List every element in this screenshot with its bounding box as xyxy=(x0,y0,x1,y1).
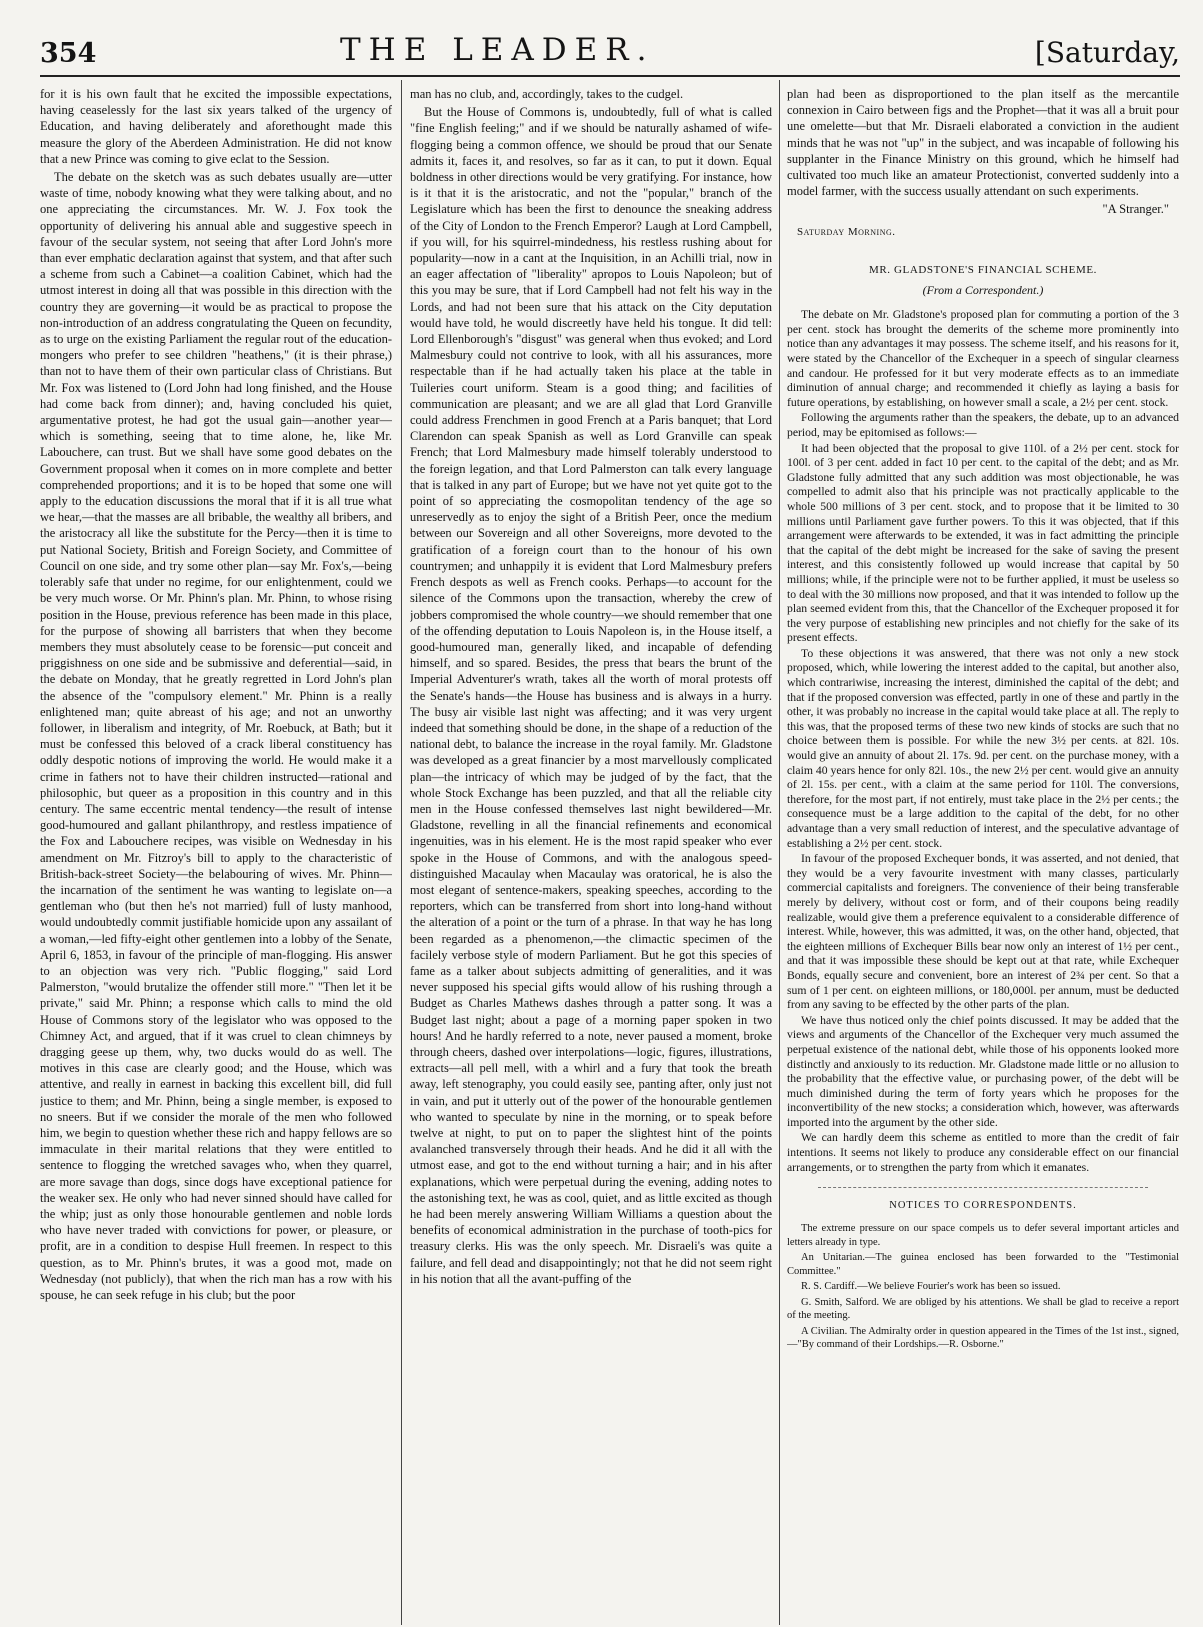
paragraph: The debate on Mr. Gladstone's proposed plan for commuting a portion of the 3 per cent. stock has brought the demerits of the scheme more prominently into notice than any advantages it may possess. The scheme itself, and his reasons for it, were stated by the Chancellor of the Exchequer in a speech of singular clearness and candour. He professed for it but very moderate effects as to an immediate diminution of annual charge; and recommended it chiefly as laying a basis for future operations, by establishing, on however small a scale, a 2½ per cent. stock. xyxy=(787,308,1179,409)
notices-title: NOTICES TO CORRESPONDENTS. xyxy=(889,1200,1077,1212)
masthead: THE LEADER. xyxy=(340,32,655,68)
column-1 xyxy=(40,86,392,1626)
paragraph: plan had been as disproportioned to the plan itself as the mercantile connexion in Cairo between figs and the Prophet—that it was all a bruit pour une omelette—but that Mr. Disraeli elaborated a conviction in the audient minds that he was not "up" in the subject, and was incapable of following his supplanter in the Finance Ministry on this ground, which he himself had cultivated too much like an amateur Protectionist, converted suddenly into a model farmer, with the success usually attendant on such experiments. xyxy=(787,87,1179,199)
section-divider xyxy=(818,1187,1148,1188)
page-header xyxy=(40,28,1180,74)
signature: "A Stranger." xyxy=(1102,202,1169,217)
notice: An Unitarian.—The guinea enclosed has been forwarded to the "Testimonial Committee." xyxy=(787,1252,1179,1277)
column-divider xyxy=(401,80,402,1625)
paragraph: We can hardly deem this scheme as entitled to more than the credit of fair intentions. It seems not likely to produce any considerable effect on our financial arrangements, or to strengthen the party from which it emanates. xyxy=(787,1131,1179,1174)
dateline: Saturday Morning. xyxy=(797,225,896,238)
notice: A Civilian. The Admiralty order in question appeared in the Times of the 1st inst., signed,—"By command of their Lordships.—R. Osborne." xyxy=(787,1325,1179,1351)
notice: The extreme pressure on our space compels us to defer several important articles and letters already in type. xyxy=(787,1223,1179,1248)
column-2 xyxy=(410,86,772,1626)
paragraph: It had been objected that the proposal to give 110l. of a 2½ per cent. stock for 100l. of 3 per cent. added in fact 10 per cent. to the capital of the debt; and as Mr. Gladstone fully admitted that any such addition was most objectionable, he was compelled to admit also that his principle was not practically applicable to the whole 500 millions of 3 per cent. stock, and to propose that it be limited to 30 millions until Parliament gave further powers. To this it was objected, that if this arrangement were afterwards to be extended, it was in fact admitting the principle that the capital of the debt might be increased for the sake of saving the present interest, and this consistently followed up would increase that capital by 50 millions; while, if the principle were not to be further applied, it must be useless so to deal with the 30 millions now proposed, and that it was intended to follow up the plan seemed evident from this, that the Chancellor of the Exchequer proposed it for the very purpose of establishing new principles and not chiefly for the sake of its present effects. xyxy=(787,441,1179,645)
paragraph: In favour of the proposed Exchequer bonds, it was asserted, and not denied, that they would be a very favourite investment with many classes, particularly commercial capitalists and foreigners. The convenience of their being transferable merely by delivery, without cost or form, and of their coupons being readily realizable, would give them a preference equivalent to a considerable difference of interest. While, however, this was admitted, it was, on the other hand, objected, that the eighteen millions of Exchequer Bills bear now only an interest of 1½ per cent., and that it was impossible these should be kept out at that rate, while Exchequer Bonds, equally secure and convenient, bore an interest of 2¾ per cent. So that a sum of 1 per cent. on eighteen millions, or 180,000l. per annum, must be deducted from any saving to be effected by the other parts of the plan. xyxy=(787,852,1179,1012)
paragraph: But the House of Commons is, undoubtedly, full of what is called "fine English feeling;" and if we should be naturally ashamed of wife-flogging being a common offence, we should be proud that our Senate admits it, faces it, and resolves, so far as it can, to put it down. Equal boldness in other directions would be very gratifying. For instance, how is it that it is the aristocratic, and not the "popular," branch of the Legislature which has been the first to denounce the sneaking address of the City of London to the French Emperor? Laugh at Lord Campbell, if you will, for his squirrel-mindedness, his restless rushing about for popularity—now in a cant at the Inquisition, in an Achilli trial, now in an eager affectation of "liberality" apropos to Louis Napoleon; but of this you may be sure, that if Lord Campbell had not felt his way in the Lords, and had not been sure that his attack on the City deputation would have told, he would discreetly have held his tongue. It did tell: Lord Ellenborough's "disgust" was general when thus evoked; and Lord Malmesbury could not contrive to look, with all his assurances, more respectable than if he had actually taken his place at the table in Tuileries court uniform. Steam is a good thing; and facilities of communication are pleasant; and we are all glad that Lord Granville could address Frenchmen in good French at a Paris banquet; that Lord Clarendon can speak Spanish as well as Lord Granville can speak French; that Lord Malmesbury made himself tolerably understood to the foreign legation, and that Lord Palmerston can talk every language that is talked in any part of Europe; but we have not yet quite got to the point of so appreciating the cosmopolitan tendency of the age so unreservedly as to enjoy the sight of a British Peer, once the medium between our Sovereign and all other Sovereigns, more devoted to the gratification of a foreign court than to the honour of his own countrymen; and unhappily it is evident that Lord Malmesbury prefers French despots as well as French cooks. Perhaps—to account for the silence of the Commons upon the transaction, whereby the crew of jobbers compromised the whole country—we should remember that one of the offending deputation to Louis Napoleon is, in the House itself, a good-humoured man, generally liked, and incapable of defending himself, and so spared. Besides, the press that bears the brunt of the Imperial Adventurer's wrath, takes all the worth of moral protests off the Senate's hands—the House has business and is always in a hurry. The busy air visible last night was affecting; and it was very urgent indeed that something should be done, in the shape of a reduction of the national debt, to balance the increase in the royal family. Mr. Gladstone was developed as a great financier by a most marvellously complicated plan—the intricacy of which may be judged of by the fact, that the whole Stock Exchange has been puzzled, and that all the reliable city men in the House confessed themselves last night bewildered—Mr. Gladstone, revelling in all the financial refinements and economical ingenuities, was in his element. He is the most rapid speaker who ever spoke in the House of Commons, and with the analogous speed-distinguished Macaulay when Macaulay was oratorical, he is also the most elegant of sentence-makers, speaking speeches, according to the reporters, which can be transferred from short into long-hand without the alteration of a point or the turn of a phrase. In that way he has long been regarded as a phenomenon,—the climactic specimen of the facilely verbose style of modern Parliament. But he got this species of fame as a talker about subjects admitting of generalities, and it was never supposed his special gifts would allow of his rushing through a Budget as Charles Mathews dashes through a patter song. It was a Budget last night; about a page of a morning paper spoken in two hours! And he hardly referred to a note, never paused a moment, broke through cheers, dashed over interpolations—logic, figures, illustrations, extracts—all pell mell, with a whirl and a fury that took the breath away, left stenography, you could easily see, panting after, only just not in vain, and put it utterly out of the power of the honourable gentlemen who wanted to speculate by nine in the morning, or to speak before twelve at night, to put on to paper the slightest hint of the points avalanched transversely through their heads. And he did it all with the utmost ease, and got to the end without turning a hair; and in his after explanations, which were perpetual during the evening, adding notes to the astonishing text, he was as cool, quiet, and as little excited as though he had been merely answering William Williams a question about the benefits of economical administration in the purchase of tooth-pics for treasury clerks. His was the only speech. Mr. Disraeli's was quite a failure, and fell dead and disappointingly; not that he did not seem right in his notion that all the avant-puffing of the xyxy=(410,105,772,1286)
page-number: 354 xyxy=(40,38,97,69)
paragraph: To these objections it was answered, that there was not only a new stock proposed, which, while lowering the interest added to the capital, but another also, which contrariwise, increasing the interest, diminished the capital of the debt; and that if the proposed conversion was effected, partly in one of these and partly in the other, it was probably no increase in the capital would take place at all. The reply to this was, that the proposed terms of these two new kinds of stocks are such that no choice between them is possible. For while the new 3½ per cents. at 82l. 10s. would give an annuity of about 2l. 17s. 9d. per cent. on the purchase money, with a claim 40 years hence for only 82l. 10s., the new 2½ per cent. would give an annuity of 2l. 15s. per cent., with a claim at the same period for 110l. The conversions, therefore, for the most part, if not entirely, must take place in the 2½ per cents.; the consequence must be a large addition to the capital of the debt, for no other advantage than a very small reduction of interest, and the speculative advantage of establishing a 2½ per cent. stock. xyxy=(787,646,1179,850)
issue-day: [Saturday, xyxy=(1034,36,1180,69)
notice: G. Smith, Salford. We are obliged by his attentions. We shall be glad to receive a report of the meeting. xyxy=(787,1296,1179,1322)
paragraph: man has no club, and, accordingly, takes to the cudgel. xyxy=(410,87,684,101)
column-divider xyxy=(779,80,780,1625)
paragraph: We have thus noticed only the chief points discussed. It may be added that the views and arguments of the Chancellor of the Exchequer very much assumed the perpetual existence of the national debt, while those of his opponents looked more distinctly and anxiously to its reduction. Mr. Gladstone made little or no allusion to the probability that the effective value, or purchasing power, of the debt will be much diminished during the term of forty years which he proposes for the inconvertibility of the new stocks; a consideration which, however, was afterwards imported into the argument by the other side. xyxy=(787,1013,1179,1129)
article-title: MR. GLADSTONE'S FINANCIAL SCHEME. xyxy=(868,263,1098,276)
paragraph: for it is his own fault that he excited the impossible expectations, having ceaselessly for the last six years talked of the urgency of Education, and having deliberately and aforethought made this measure the glory of the Aberdeen Administration. He did not know that a new Prince was coming to give eclat to the Session. xyxy=(40,87,392,166)
paragraph: The debate on the sketch was as such debates usually are—utter waste of time, nobody knowing what they were talking about, and no one appreciating the circumstances. Mr. W. J. Fox took the opportunity of delivering his annual able and suggestive speech in favour of the secular system, not seeing that after Lord John's more than ever emphatic declaration against that system, and that after such a scheme from such a Cabinet—a coalition Cabinet, which had the utmost interest in doing all that was possible in this direction with the country they are governing—it would be as practical to propose the non-introduction of an address congratulating the Queen on fecundity, as to urge on the existing Parliament the regular rout of the education-mongers who prefer to see children "heathens," (it is their phrase,) than not to have them of their own particular class of Christians. But Mr. Fox was listened to (Lord John had long finished, and the House had come back from dinner); and, having concluded his quiet, argumentative protest, he had got the usual gain—another year—which is something, seeing that to time alone, he, like Mr. Labouchere, can trust. But we shall have some good debates on the Government proposal when it comes on in more complete and better comprehended proportions; and it is to be hoped that some one will apply to the education discussions the moral that if it is all true what we hear,—that the masses are all bribable, the wealthy all bribers, and the aristocracy all like the substitute for the Percy—then it is time to put National Society, British and Foreign Society, and Committee of Council on one side, and try some other plan—say Mr. Fox's,—being tolerably safe that under no regime, for our enlightenment, could we be very much worse. Or Mr. Phinn's plan. Mr. Phinn, to whose rising position in the House, previous reference has been made in this place, for the purpose of showing all barristers that when they become members they must absolutely cease to be forensic—put conceit and priggishness on one side and be submissive and deferential—said, in the debate on Monday, that he greatly regretted in Lord John's plan the absence of the "compulsory element." Mr. Phinn is a really enlightened man; quite abreast of his age; and not an unworthy follower, in liberalism and integrity, of Mr. Roebuck, at Bath; but it must be confessed this beloved of a crack liberal constituency has oddly despotic notions of improving the world. He would make it a crime in fathers not to have their children instructed—rational and philosophic, but queer as a proposition in this country and in this century. The same eccentric mental tendency—the result of intense good-humoured and gallant philanthropy, and restless impatience of the Fox and Labouchere recipes, was visible on Wednesday in his amendment on Mr. Fitzroy's bill to apply to the characteristic of British-back-street Society—the belabouring of wives. Mr. Phinn—the incarnation of the sentiment he was wanting to legislate on—a gentleman who (but then he's not married) full of lusty manhood, would undoubtedly commit justifiable homicide upon any assailant of a woman,—led fifty-eight other gentlemen into a lobby of the Senate, April 6, 1853, in favour of the principle of man-flogging. His answer to an objection was very rich. "Public flogging," said Lord Palmerston, "would brutalize the offender still more." "Then let it be private," said Mr. Phinn; a response which calls to mind the old House of Commons story of the legislator who was opposed to the Chimney Act, and argued, that if it was cruel to clean chimneys by dragging geese up them, why, two ducks would do as well. The motives in this case are clearly good; and the House, which was attentive, and really in earnest in backing this excellent bill, did full justice to them; and Mr. Phinn, being a single member, is exposed to no sneers. But if we consider the morale of the men who followed him, we begin to question whether these rich and happy fellows are so immaculate in their marital relations that they were entitled to sentence to flogging the wretched savages who, when they quarrel, are more savage than dogs, since dogs have exceptional patience for the weaker sex. He only who had never sinned should have called for the whip; just as only those honourable gentlemen and noble lords who have never traded with convictions for power, or pleasure, or profit, are in a condition to despise Hull freemen. In respect to this question, as to Mr. Phinn's brutes, it was a good mot, made on Wednesday (not publicly), that when the rich man has a row with his spouse, he can seek refuge in his club; but the poor xyxy=(40,170,392,1303)
article-subtitle: (From a Correspondent.) xyxy=(922,283,1044,298)
article-body xyxy=(787,308,1179,1175)
column-3 xyxy=(787,86,1179,1626)
header-rule xyxy=(40,75,1180,77)
paragraph: Following the arguments rather than the speakers, the debate, up to an advanced period, may be epitomised as follows:— xyxy=(787,411,1179,439)
notice: R. S. Cardiff.—We believe Fourier's work has been so issued. xyxy=(801,1281,1061,1293)
